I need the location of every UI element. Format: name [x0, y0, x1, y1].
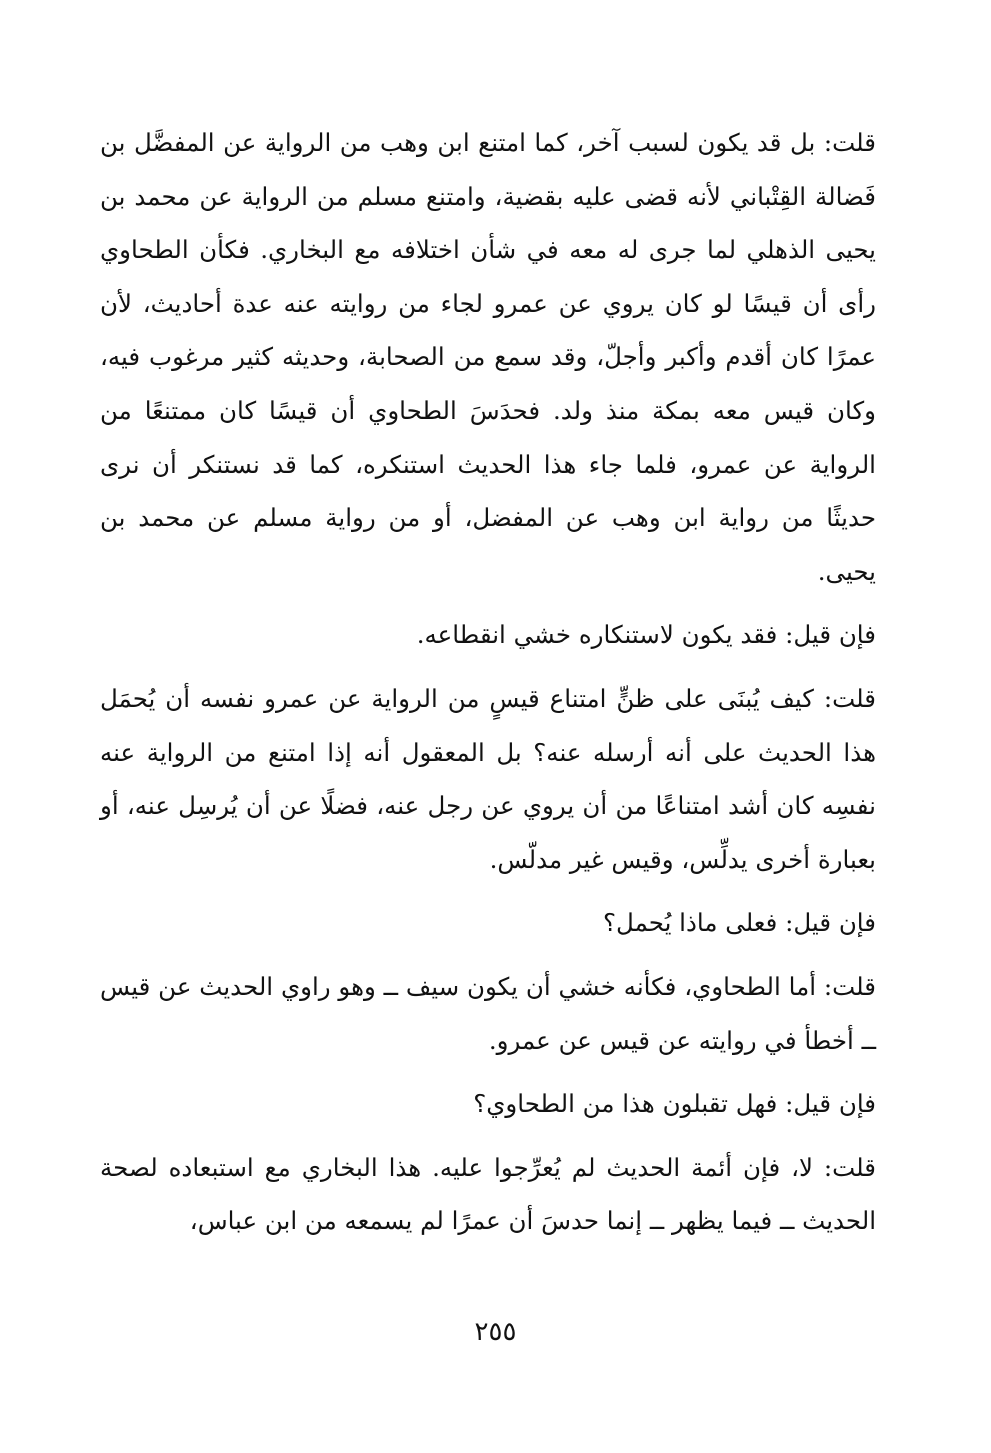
paragraph-5: قلت: أما الطحاوي، فكأنه خشي أن يكون سيف ــ وهو راوي الحديث عن قيس ــ أخطأ في روايته عن قيس عن عمرو. [100, 971, 876, 1055]
paragraph-2: فإن قيل: فقد يكون لاستنكاره خشي انقطاعه. [416, 620, 876, 650]
paragraph-6: فإن قيل: فهل تقبلون هذا من الطحاوي؟ [473, 1089, 876, 1119]
paragraph-7: قلت: لا، فإن أئمة الحديث لم يُعرِّجوا عليه. هذا البخاري مع استبعاده لصحة الحديث ــ فيما يظهر ــ إنما حدسَ أن عمرًا لم يسمعه من ابن عباس، [100, 1152, 876, 1236]
page-number: ٢٥٥ [474, 1317, 517, 1347]
paragraph-4: فإن قيل: فعلى ماذا يُحمل؟ [603, 908, 876, 938]
paragraph-3: قلت: كيف يُبنَى على ظنٍّ امتناع قيسٍ من الرواية عن عمرو نفسه أن يُحمَل هذا الحديث على أنه أرسله عنه؟ بل المعقول أنه إذا امتنع من الرواية عنه نفسِه كان أشد امتناعًا من أن يروي عن رجل عنه، فضلًا عن أن يُرسِل عنه، أو بعبارة أخرى يدلِّس، وقيس غير مدلّس. [100, 683, 876, 874]
page-body [100, 116, 876, 1258]
paragraph-1: قلت: بل قد يكون لسبب آخر، كما امتنع ابن وهب من الرواية عن المفضَّل بن فَضالة القِتْباني لأنه قضى عليه بقضية، وامتنع مسلم من الرواية عن محمد بن يحيى الذهلي لما جرى له معه في شأن اختلافه مع البخاري. فكأن الطحاوي رأى أن قيسًا لو كان يروي عن عمرو لجاء من روايته عنه عدة أحاديث، لأن عمرًا كان أقدم وأكبر وأجلّ، وقد سمع من الصحابة، وحديثه كثير مرغوب فيه، وكان قيس معه بمكة منذ ولد. فحدَسَ الطحاوي أن قيسًا كان ممتنعًا من الرواية عن عمرو، فلما جاء هذا الحديث استنكره، كما قد نستنكر أن نرى حديثًا من رواية ابن وهب عن المفضل، أو من رواية مسلم عن محمد بن يحيى. [100, 128, 876, 586]
